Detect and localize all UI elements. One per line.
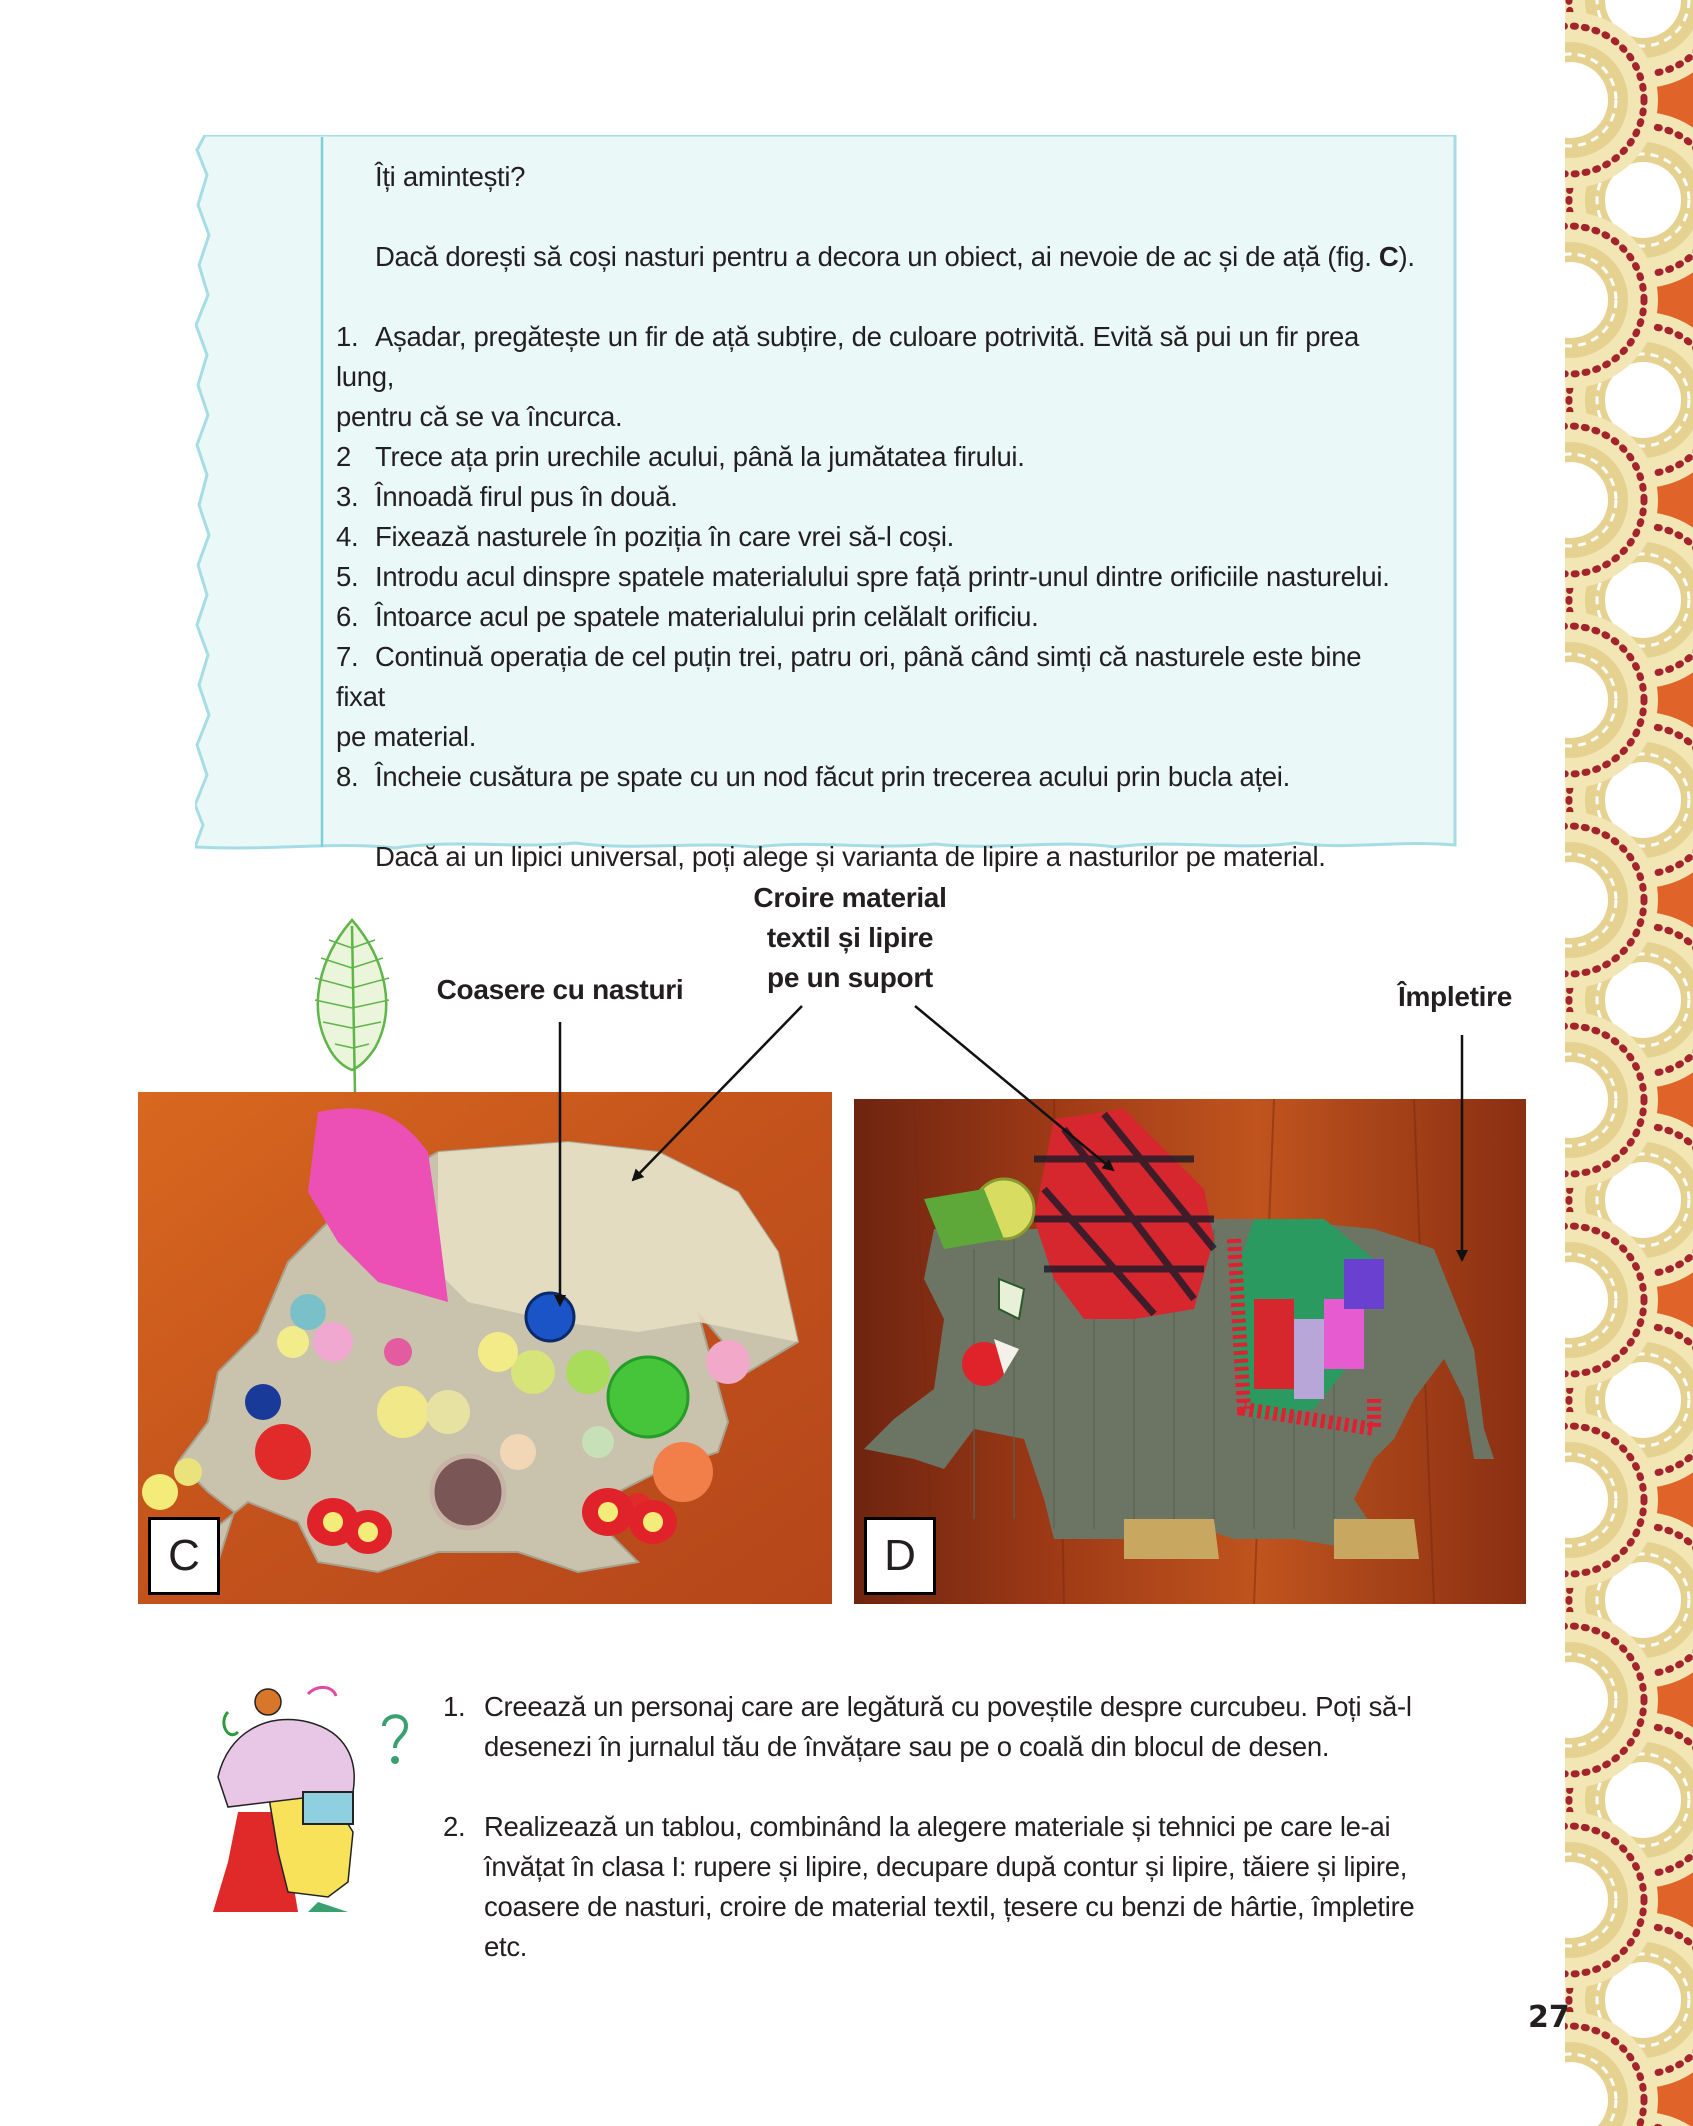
label-buttons: Coasere cu nasturi (436, 974, 684, 1005)
task-text (484, 1687, 1412, 1767)
step-text: Trece ața prin urechile acului, până la jumătatea firului. (375, 441, 1025, 472)
step-item (336, 437, 1416, 477)
step-text: Înnoadă firul pus în două. (375, 481, 678, 512)
step-item (336, 477, 1416, 517)
intro-text: Dacă dorești să coși nasturi pentru a decora un obiect, ai nevoie de ac și de ață (fig. (375, 241, 1379, 272)
step-number: 2 (336, 441, 351, 472)
reminder-box (195, 135, 1460, 870)
label-braiding: Împletire (1397, 981, 1512, 1012)
tasks-list (443, 1687, 1453, 2007)
step-number: 7. (336, 641, 359, 672)
step-number: 6. (336, 601, 359, 632)
figure-d-tag: D (864, 1517, 936, 1595)
reminder-intro (336, 237, 1416, 277)
task-number: 1. (443, 1691, 466, 1722)
question-mark-icon (378, 1710, 412, 1770)
step-text: Întoarce acul pe spatele materialului prin celălalt orificiu. (375, 601, 1039, 632)
figure-c-tag: C (148, 1517, 220, 1595)
step-text: Încheie cusătura pe spate cu un nod făcut prin trecerea acului prin bucla aței. (375, 761, 1290, 792)
step-text: Continuă operația de cel puțin trei, patru ori, până când simți că nasturele este bine fixat (336, 641, 1362, 712)
reminder-heading: Îți amintești? (375, 161, 526, 192)
step-item (336, 637, 1416, 757)
decorative-side-strip (1565, 0, 1693, 2126)
reminder-text (336, 157, 1416, 877)
step-number: 8. (336, 761, 359, 792)
task-line: învățat în clasa I: rupere și lipire, decupare după contur și lipire, tăiere și lipire, (484, 1851, 1408, 1882)
step-number: 1. (336, 321, 359, 352)
task-line: Realizează un tablou, combinând la alegere materiale și tehnici pe care le-ai (484, 1811, 1391, 1842)
task-item (443, 1807, 1453, 1967)
step-item (336, 757, 1416, 797)
kid-thinking-icon (208, 1682, 378, 1912)
task-line: coasere de nasturi, croire de material textil, țesere cu benzi de hârtie, împletire etc. (484, 1891, 1415, 1962)
step-item (336, 557, 1416, 597)
task-line: Creează un personaj care are legătură cu poveștile despre curcubeu. Poți să-l (484, 1691, 1412, 1722)
reminder-closing: Dacă ai un lipici universal, poți alege și varianta de lipire a nasturilor pe material. (375, 841, 1326, 872)
label-fabric (700, 878, 1000, 998)
page-number: 27 (1528, 2000, 1570, 2035)
step-number: 4. (336, 521, 359, 552)
label-fabric-line1: Croire material (753, 882, 947, 913)
label-fabric-line3: pe un suport (767, 962, 933, 993)
step-text-cont: pentru că se va încurca. (336, 401, 623, 432)
task-number: 2. (443, 1811, 466, 1842)
step-number: 5. (336, 561, 359, 592)
step-text: Așadar, pregătește un fir de ață subțire, de culoare potrivită. Evită să pui un fir prea lung, (336, 321, 1360, 392)
step-text: Introdu acul dinspre spatele materialului spre față printr-unul dintre orificiile nasturelui. (375, 561, 1390, 592)
step-item (336, 517, 1416, 557)
step-text: Fixează nasturele în poziția în care vrei să-l coși. (375, 521, 954, 552)
fig-ref: C (1378, 241, 1399, 272)
figure-d-photo (854, 1099, 1526, 1604)
step-item (336, 317, 1416, 437)
task-line: desenezi în jurnalul tău de învățare sau pe o coală din blocul de desen. (484, 1731, 1330, 1762)
label-fabric-line2: textil și lipire (766, 922, 934, 953)
figure-c-photo (138, 1092, 832, 1604)
steps-list (336, 317, 1416, 797)
leaf-icon (305, 918, 400, 1093)
step-text-cont: pe material. (336, 721, 477, 752)
task-text (484, 1807, 1453, 1967)
intro-end: ). (1398, 241, 1415, 272)
task-item (443, 1687, 1453, 1767)
step-item (336, 597, 1416, 637)
step-number: 3. (336, 481, 359, 512)
